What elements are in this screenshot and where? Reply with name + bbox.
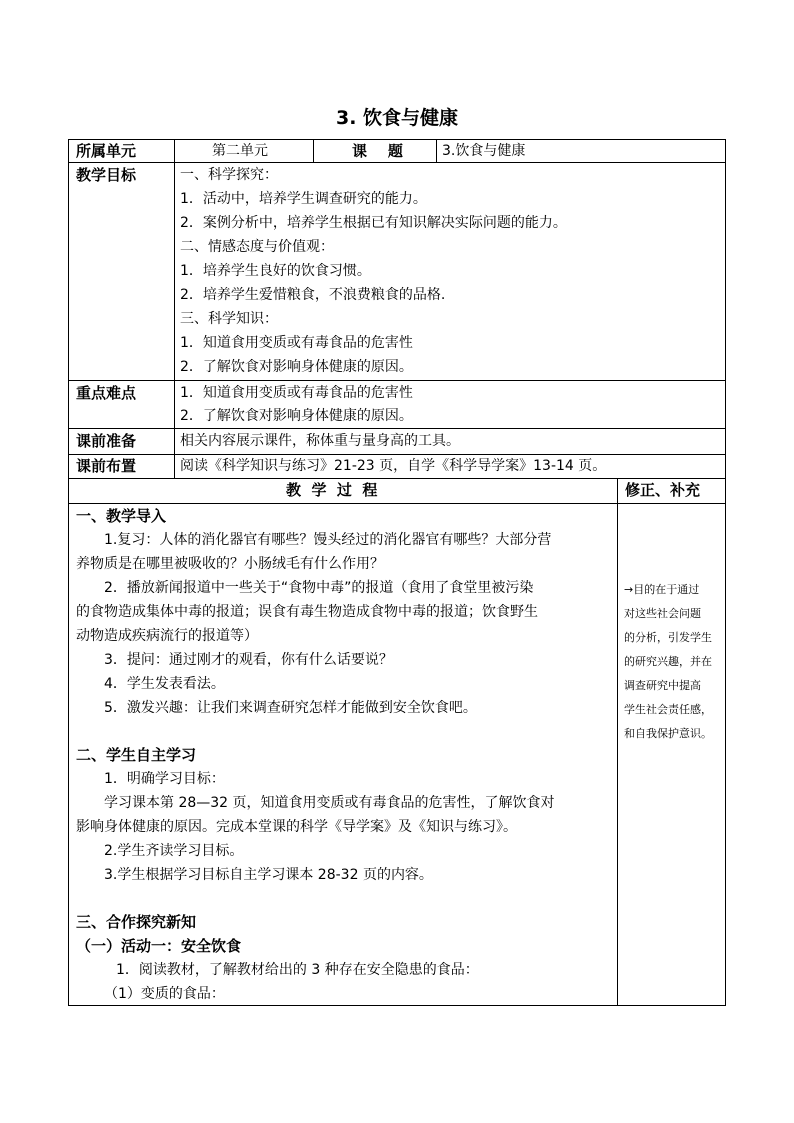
unit-value: 第二单元	[212, 143, 268, 159]
row-divider	[68, 503, 726, 504]
process-line: 5．激发兴趣：让我们来调查研究怎样才能做到安全饮食吧。	[104, 700, 477, 716]
note-line: 调查研究中提高	[624, 679, 701, 692]
objectives-label: 教学目标	[76, 166, 137, 184]
note-line: 和自我保护意识。	[624, 727, 712, 740]
page-title: 3. 饮食与健康	[335, 107, 459, 129]
note-line: →目的在于通过	[624, 583, 700, 596]
topic-value: 3.饮食与健康	[442, 143, 526, 159]
table-border-left	[68, 139, 69, 1006]
revision-note	[624, 578, 722, 746]
header-divider	[436, 139, 437, 163]
process-line: 1．明确学习目标：	[104, 771, 225, 787]
assignment-label: 课前布置	[76, 457, 137, 475]
objective-line: 三、科学知识：	[180, 311, 278, 327]
objective-line: 2．案例分析中，培养学生根据已有知识解决实际问题的能力。	[180, 215, 567, 231]
process-line: 的食物造成集体中毒的报道；误食有毒生物造成食物中毒的报道；饮食野生	[76, 604, 538, 620]
objective-line: 2．了解饮食对影响身体健康的原因。	[180, 359, 413, 375]
preparation-text: 相关内容展示课件，称体重与量身高的工具。	[180, 433, 460, 449]
label-column-divider	[174, 139, 175, 479]
process-line: 1．阅读教材，了解教材给出的 3 种存在安全隐患的食品：	[116, 962, 479, 978]
section-heading: 一、教学导入	[76, 507, 167, 525]
process-line: 4．学生发表看法。	[104, 676, 225, 692]
process-line: 影响身体健康的原因。完成本堂课的科学《导学案》及《知识与练习》。	[76, 819, 517, 835]
process-line: 2.学生齐读学习目标。	[104, 843, 244, 859]
objective-line: 一、科学探究：	[180, 167, 278, 183]
revise-header: 修正、补充	[625, 481, 701, 499]
process-line: 3.学生根据学习目标自主学习课本 28-32 页的内容。	[104, 867, 433, 883]
objective-line: 1．培养学生良好的饮食习惯。	[180, 263, 371, 279]
objective-line: 二、情感态度与价值观：	[180, 239, 334, 255]
key-point-line: 1．知道食用变质或有毒食品的危害性	[180, 385, 413, 401]
note-line: 对这些社会问题	[624, 607, 701, 620]
process-line: 养物质是在哪里被吸收的？小肠绒毛有什么作用？	[76, 556, 384, 572]
row-divider	[68, 428, 726, 429]
objective-line: 1．知道食用变质或有毒食品的危害性	[180, 335, 413, 351]
note-line: 学生社会责任感，	[624, 703, 712, 716]
process-line: 学习课本第 28—32 页，知道食用变质或有毒食品的危害性，了解饮食对	[104, 795, 555, 811]
unit-label: 所属单元	[76, 142, 137, 160]
section-heading: 三、合作探究新知	[76, 913, 197, 931]
section-heading: 二、学生自主学习	[76, 746, 197, 764]
notes-column-divider	[617, 478, 618, 1006]
assignment-text: 阅读《科学知识与练习》21-23 页，自学《科学导学案》13-14 页。	[180, 458, 607, 474]
process-header: 教 学 过 程	[286, 481, 378, 499]
preparation-label: 课前准备	[76, 432, 137, 450]
process-line: 动物造成疾病流行的报道等）	[76, 628, 258, 644]
header-divider	[313, 139, 314, 163]
row-divider	[68, 380, 726, 381]
note-line: 的分析，引发学生	[624, 631, 712, 644]
process-line: 2．播放新闻报道中一些关于“食物中毒”的报道（食用了食堂里被污染	[104, 580, 534, 596]
table-border-right	[725, 139, 726, 1006]
process-line: 1.复习：人体的消化器官有哪些？馒头经过的消化器官有哪些？大部分营	[104, 532, 552, 548]
objective-line: 2．培养学生爱惜粮食，不浪费粮食的品格.	[180, 287, 446, 303]
process-line: （1）变质的食品：	[104, 986, 225, 1002]
activity-heading: （一）活动一：安全饮食	[76, 937, 242, 955]
key-points-label: 重点难点	[76, 384, 137, 402]
note-line: 的研究兴趣，并在	[624, 655, 712, 668]
process-line: 3．提问：通过刚才的观看，你有什么话要说？	[104, 652, 393, 668]
objective-line: 1．活动中，培养学生调查研究的能力。	[180, 191, 427, 207]
key-point-line: 2．了解饮食对影响身体健康的原因。	[180, 408, 413, 424]
topic-label: 课 题	[352, 142, 403, 160]
